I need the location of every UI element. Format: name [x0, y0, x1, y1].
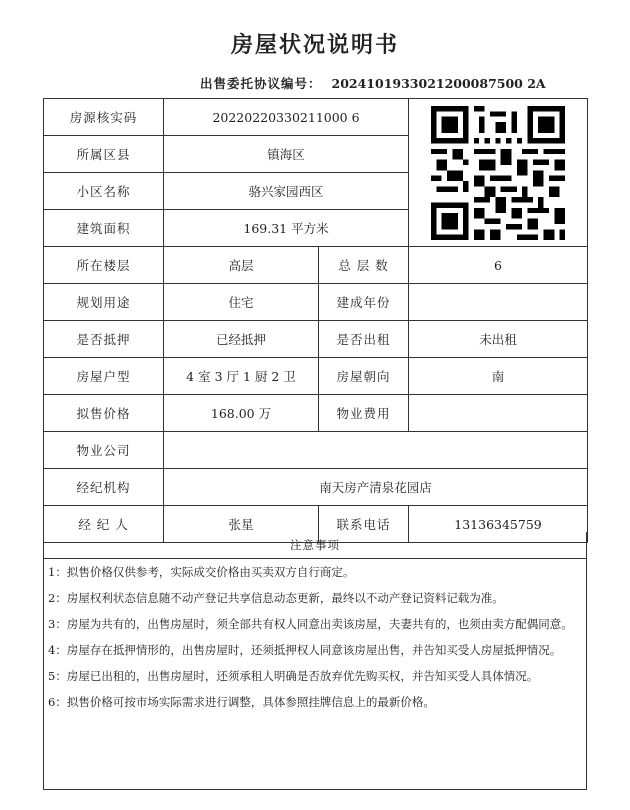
document-title: 房屋状况说明书	[230, 32, 399, 58]
note-item: 6：拟售价格可按市场实际需求进行调整，具体参照挂牌信息上的最新价格。	[48, 695, 435, 709]
district-value: 镇海区	[164, 136, 409, 173]
area-label: 建筑面积	[44, 210, 164, 247]
fee-label: 物业费用	[319, 395, 409, 432]
phone-label: 联系电话	[319, 506, 409, 543]
agreement-number: 2024101933021200087500 2A	[331, 76, 546, 91]
note-item: 5：房屋已出租的，出售房屋时，还须承租人明确是否放弃优先购买权，并告知买受人具体情况。	[48, 669, 539, 683]
note-item: 4：房屋存在抵押情形的，出售房屋时，还须抵押权人同意该房屋出售，并告知买受人房屋抵押情况。	[48, 643, 562, 657]
note-item: 1：拟售价格仅供参考，实际成交价格由买卖双方自行商定。	[48, 565, 355, 579]
usage-value: 住宅	[164, 284, 319, 321]
agreement-label: 出售委托协议编号：	[200, 76, 322, 91]
house-info-table	[43, 98, 588, 543]
notes-section	[43, 532, 587, 790]
floor-label: 所在楼层	[44, 247, 164, 284]
agent-value: 张星	[164, 506, 319, 543]
notes-heading: 注意事项	[44, 532, 586, 559]
floor-value: 高层	[164, 247, 319, 284]
rented-value: 未出租	[409, 321, 588, 358]
orientation-label: 房屋朝向	[319, 358, 409, 395]
property-company-label: 物业公司	[44, 432, 164, 469]
agency-value: 南天房产清泉花园店	[164, 469, 588, 506]
agent-label: 经 纪 人	[44, 506, 164, 543]
mortgage-label: 是否抵押	[44, 321, 164, 358]
year-label: 建成年份	[319, 284, 409, 321]
layout-value: 4 室 3 厅 1 厨 2 卫	[164, 358, 319, 395]
orientation-value: 南	[409, 358, 588, 395]
fee-value	[409, 395, 588, 432]
price-label: 拟售价格	[44, 395, 164, 432]
qr-cell	[409, 99, 588, 247]
usage-label: 规划用途	[44, 284, 164, 321]
phone-value: 13136345759	[409, 506, 588, 543]
agreement-line	[200, 74, 546, 92]
qr-code-icon	[431, 106, 565, 240]
year-value	[409, 284, 588, 321]
total-floors-value: 6	[409, 247, 588, 284]
house-code-value: 20220220330211000 6	[164, 99, 409, 136]
property-company-value	[164, 432, 588, 469]
note-item: 3：房屋为共有的，出售房屋时，须全部共有权人同意出卖该房屋，夫妻共有的，也须由卖方配偶同意。	[48, 617, 573, 631]
agency-label: 经纪机构	[44, 469, 164, 506]
price-value: 168.00 万	[164, 395, 319, 432]
area-value: 169.31 平方米	[164, 210, 409, 247]
community-value: 骆兴家园西区	[164, 173, 409, 210]
district-label: 所属区县	[44, 136, 164, 173]
rented-label: 是否出租	[319, 321, 409, 358]
total-floors-label: 总 层 数	[319, 247, 409, 284]
community-label: 小区名称	[44, 173, 164, 210]
layout-label: 房屋户型	[44, 358, 164, 395]
house-code-label: 房源核实码	[44, 99, 164, 136]
mortgage-value: 已经抵押	[164, 321, 319, 358]
note-item: 2：房屋权利状态信息随不动产登记共享信息动态更新，最终以不动产登记资料记载为准。	[48, 591, 504, 605]
